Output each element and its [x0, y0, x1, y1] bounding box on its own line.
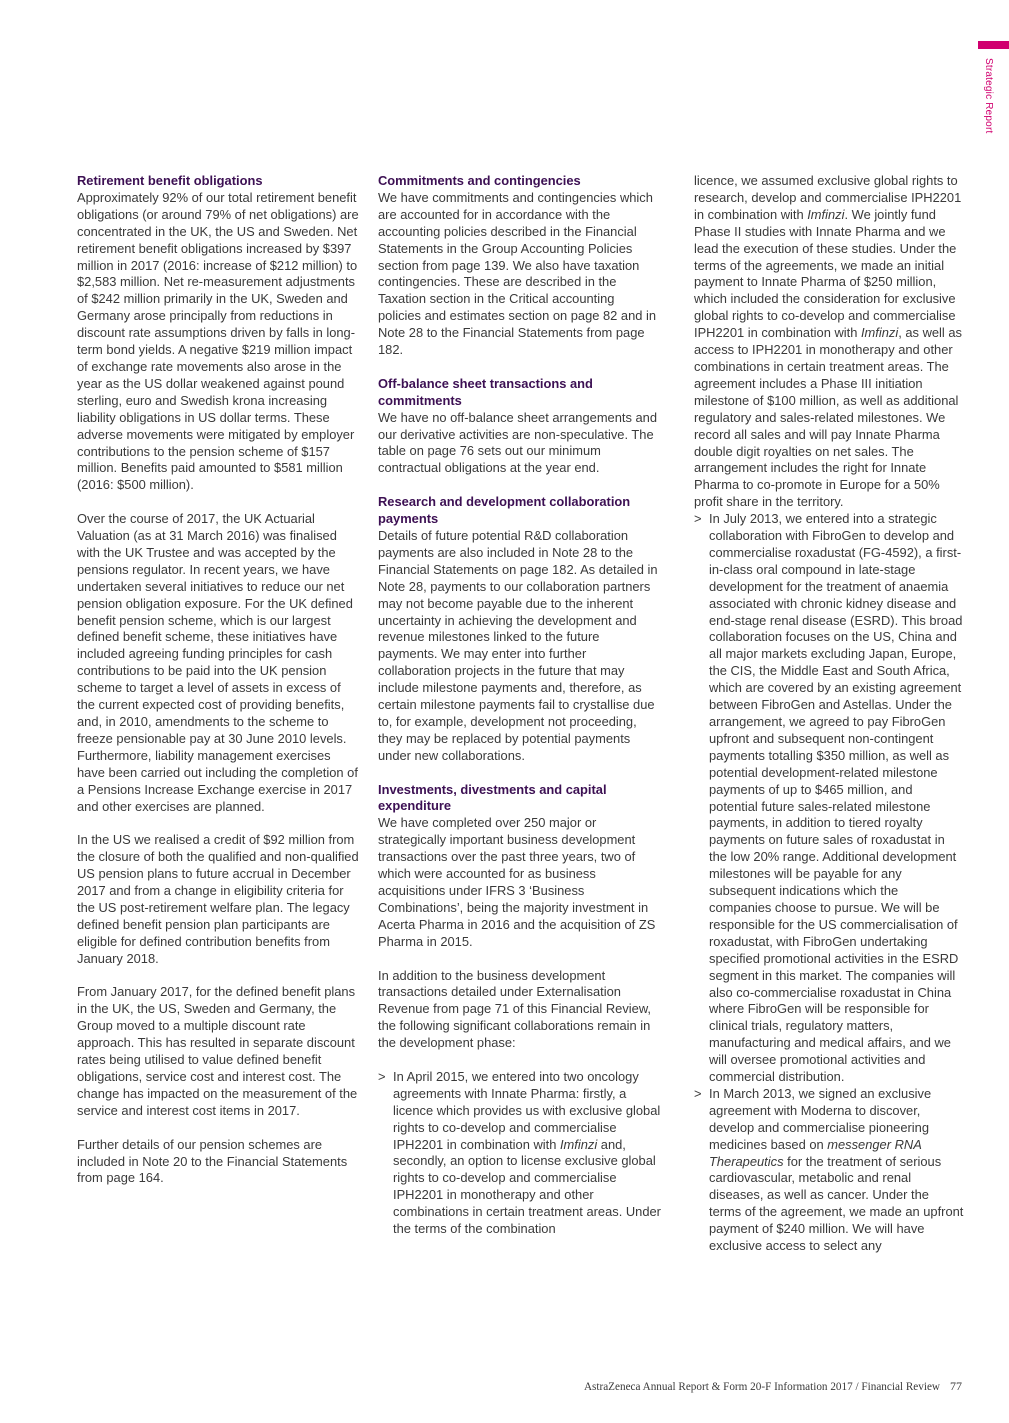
paragraph: We have commitments and contingencies which are accounted for in accordance with the accounting policies described in the Financial Statements in the Group Accounting Policies section from page 139. We also have taxation contingencies. These are described in the Taxation section in the Critical accounting policies and estimates section on page 82 and in Note 28 to the Financial Statements from page 182.: [378, 189, 657, 358]
bullet-list: [378, 1069, 661, 1238]
paragraph: In the US we realised a credit of $92 million from the closure of both the qualified and non-qualified US pension plans to future accrual in December 2017 and from a change in eligibility criteria for the US post-retirement welfare plan. The legacy defined benefit pension plan participants are eligible for defined contribution benefits from January 2018.: [77, 832, 359, 966]
paragraph: Approximately 92% of our total retirement benefit obligations (or around 79% of net obligations) are concentrated in the UK, the US and Sweden. Net retirement benefit obligations increased by $397 million in 2017 (2016: increase of $212 million) to $2,583 million. Net re-measurement adjustments of $242 million primarily in the UK, Sweden and Germany arose principally from reductions in discount rate assumptions driven by falls in long-term bond yields. A negative $219 million impact of exchange rate movements also arose in the year as the US dollar weakened against pound sterling, euro and Swedish krona increasing liability obligations in US dollar terms. These adverse movements were mitigated by employer contributions to the pension scheme of $157 million. Benefits paid amounted to $581 million (2016: $500 million).: [77, 189, 359, 493]
column-2: [378, 173, 661, 1238]
paragraph: From January 2017, for the defined benefit plans in the UK, the US, Sweden and Germany, the Group moved to a multiple discount rate approach. This has resulted in separate discount rates being utilised to value defined benefit obligations, service cost and interest cost. The change has impacted on the measurement of the service and interest cost items in 2017.: [77, 984, 358, 1118]
footer-text: AstraZeneca Annual Report & Form 20-F Information 2017 / Financial Review: [583, 1381, 940, 1393]
paragraph: Further details of our pension schemes are included in Note 20 to the Financial Statements from page 164.: [77, 1136, 348, 1186]
heading-off-balance: Off-balance sheet transactions and commitments: [378, 375, 593, 408]
bullet-list: [694, 511, 964, 1255]
page-number: 77: [950, 1379, 962, 1393]
paragraph: Details of future potential R&D collaboration payments are also included in Note 28 to the Financial Statements on page 182. As detailed in Note 28, payments to our collaboration partners may not become payable due to the inherent uncertainty in achieving the development and revenue milestones linked to the future payments. We may enter into further collaboration projects in the future that may include milestone payments and, therefore, as certain milestone payments fail to crystallise due to, for example, development not proceeding, they may be replaced by potential payments under new collaborations.: [378, 528, 658, 763]
paragraph: Over the course of 2017, the UK Actuarial Valuation (as at 31 March 2016) was finalised with the UK Trustee and was accepted by the pensions regulator. In recent years, we have undertaken several initiatives to reduce our net pension obligation exposure. For the UK defined benefit pension scheme, which is our largest defined benefit scheme, these initiatives have included agreeing funding principles for cash contributions to be paid into the UK pension scheme to target a level of assets in excess of the current expected cost of providing benefits, and, in 2010, amendments to the scheme to freeze pensionable pay at 30 June 2010 levels. Furthermore, liability management exercises have been carried out including the completion of a Pensions Increase Exchange exercise in 2017 and other exercises are planned.: [77, 511, 358, 814]
list-item: > In April 2015, we entered into two oncology agreements with Innate Pharma: firstly, a licence which provides us with exclusive global rights to co-develop and commercialise IPH2201 in combination with Imfinzi and, secondly, an option to license exclusive global rights to co-develop and commercialise IPH2201 in monotherapy and other combinations in certain treatment areas. Under the terms of the combination: [378, 1069, 661, 1238]
page-footer: [500, 1379, 962, 1394]
heading-investments: Investments, divestments and capital expenditure: [378, 781, 607, 814]
list-item: > In July 2013, we entered into a strategic collaboration with FibroGen to develop and commercialise roxadustat (FG-4592), a first-in-class oral compound in late-stage development for the treatment of anaemia associated with chronic kidney disease and end-stage renal disease (ESRD). This broad collaboration focuses on the US, China and all major markets excluding Japan, Europe, the CIS, the Middle East and South Africa, which are covered by an existing agreement between FibroGen and Astellas. Under the arrangement, we agreed to pay FibroGen upfront and subsequent non-contingent payments totalling $350 million, as well as potential development-related milestone payments of up to $465 million, and potential future sales-related milestone payments, in addition to tiered royalty payments on future sales of roxadustat in the low 20% range. Additional development milestones will be payable for any subsequent indications which the companies choose to pursue. We will be responsible for the US commercialisation of roxadustat, with FibroGen undertaking specified promotional activities in the ESRD segment in this market. The companies will also co-commercialise roxadustat in China where FibroGen will be responsible for clinical trials, regulatory matters, manufacturing and medical affairs, and we will oversee promotional activities and commercial distribution.: [694, 511, 964, 1086]
column-1: [77, 173, 360, 1187]
section-tab-marker: [978, 41, 1009, 49]
paragraph: We have completed over 250 major or strategically important business development transactions over the past three years, two of which were accounted for as business acquisitions under IFRS 3 ‘Business Combinations’, being the majority investment in Acerta Pharma in 2016 and the acquisition of ZS Pharma in 2015.: [378, 815, 656, 949]
list-item: > In March 2013, we signed an exclusive agreement with Moderna to discover, develop and commercialise pioneering medicines based on messenger RNA Therapeutics for the treatment of serious cardiovascular, metabolic and renal diseases, as well as cancer. Under the terms of the agreement, we made an upfront payment of $240 million. We will have exclusive access to select any: [694, 1086, 964, 1255]
paragraph: We have no off-balance sheet arrangements and our derivative activities are non-speculative. The table on page 76 sets out our minimum contractual obligations at the year end.: [378, 409, 658, 476]
paragraph: In addition to the business development transactions detailed under Externalisation Revenue from page 71 of this Financial Review, the following significant collaborations remain in the development phase:: [378, 967, 652, 1051]
column-3: [694, 173, 964, 1255]
section-side-label: Strategic Report: [983, 58, 994, 134]
heading-retirement-benefit: Retirement benefit obligations: [77, 173, 263, 188]
heading-rd-payments: Research and development collaboration payments: [378, 494, 631, 527]
paragraph-continued: licence, we assumed exclusive global rights to research, develop and commercialise IPH2201 in combination with Imfinzi. We jointly fund Phase II studies with Innate Pharma and we lead the execution of these studies. Under the terms of the agreements, we made an initial payment to Innate Pharma of $250 million, which included the consideration for exclusive global rights to co-develop and commercialise IPH2201 in combination with Imfinzi, as well as access to IPH2201 in monotherapy and other combinations in certain treatment areas. The agreement includes a Phase III initiation milestone of $100 million, as well as additional regulatory and sales-related milestones. We record all sales and will pay Innate Pharma double digit royalties on net sales. The arrangement includes the right for Innate Pharma to co-promote in Europe for a 50% profit share in the territory.: [694, 173, 962, 510]
heading-commitments: Commitments and contingencies: [378, 173, 581, 188]
